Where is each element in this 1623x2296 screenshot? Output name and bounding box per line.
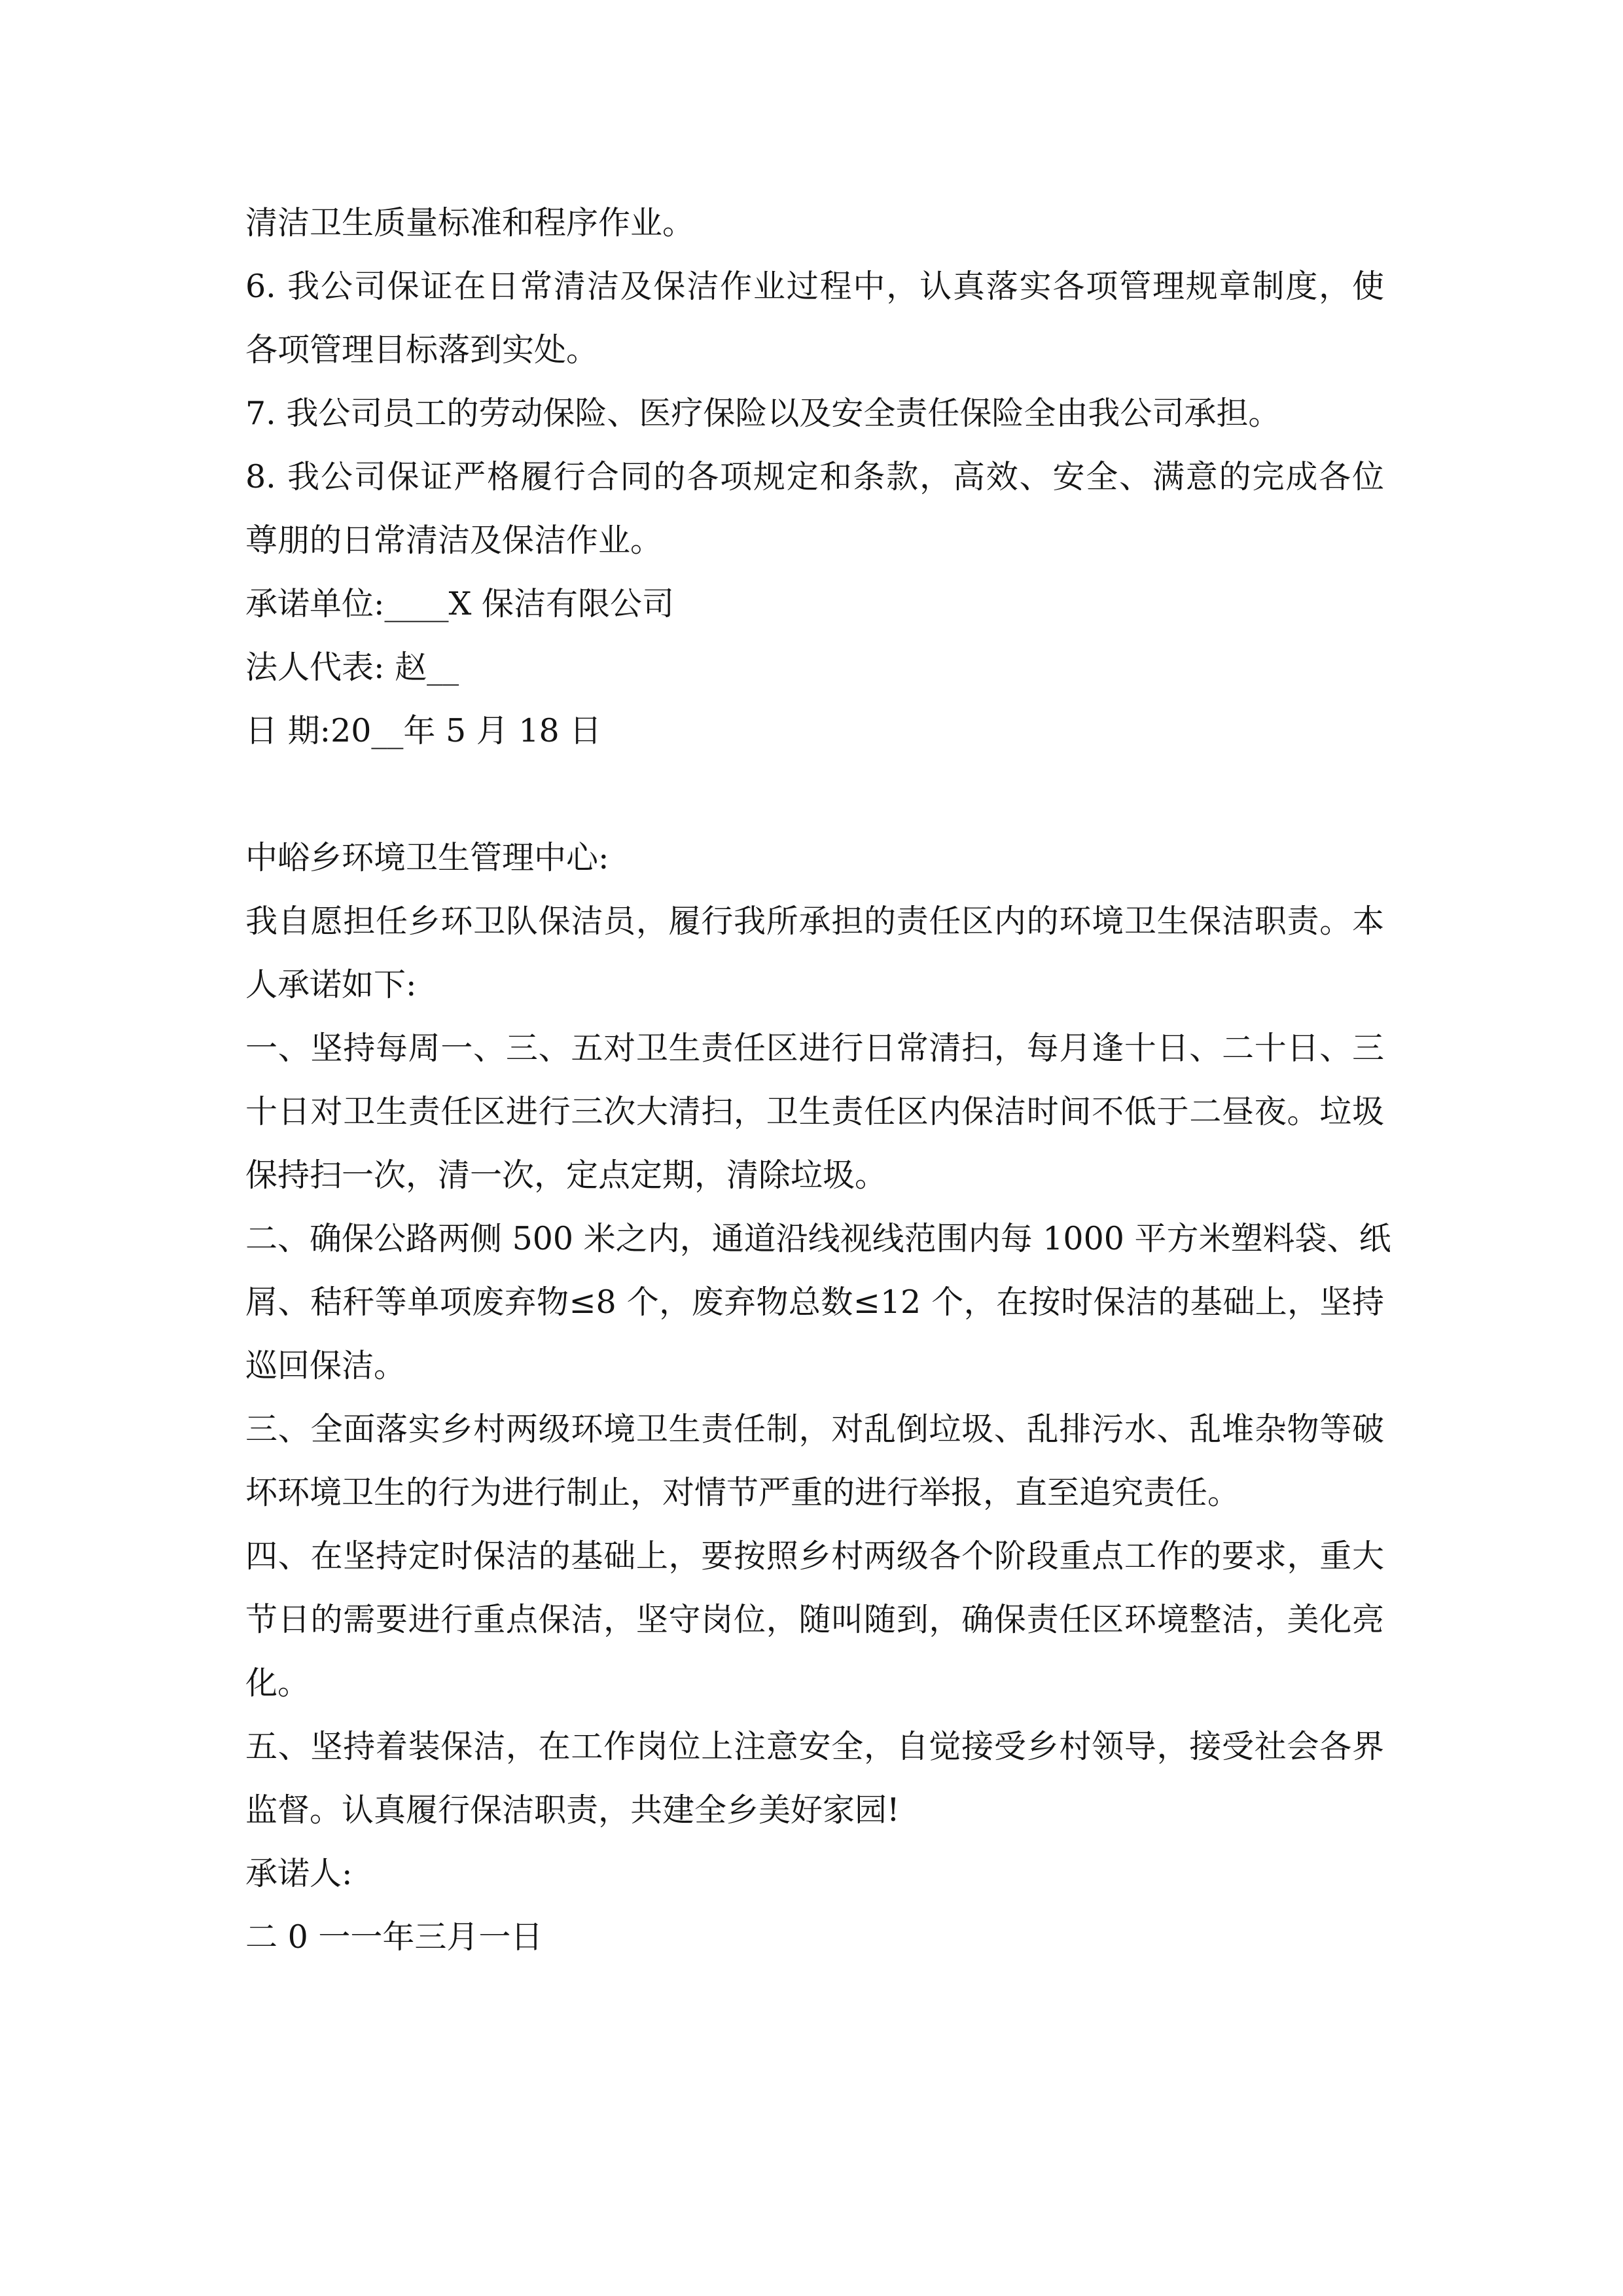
signature-date: 二 0 一一年三月一日: [245, 1918, 543, 1956]
body-line: 五、坚持着装保洁，在工作岗位上注意安全，自觉接受乡村领导，接受社会各界: [245, 1728, 1384, 1765]
body-line: 一、坚持每周一、三、五对卫生责任区进行日常清扫，每月逢十日、二十日、三: [245, 1030, 1384, 1067]
body-line: 各项管理目标落到实处。: [245, 331, 599, 368]
letter-date: 日 期:20__年 5 月 18 日: [245, 712, 602, 749]
body-line: 尊朋的日常清洁及保洁作业。: [245, 522, 663, 559]
body-line: 十日对卫生责任区进行三次大清扫，卫生责任区内保洁时间不低于二昼夜。垃圾: [245, 1093, 1384, 1130]
body-line: 8. 我公司保证严格履行合同的各项规定和条款，高效、安全、满意的完成各位: [245, 458, 1384, 495]
signer: 承诺人:: [245, 1855, 353, 1892]
body-line: 清洁卫生质量标准和程序作业。: [245, 204, 695, 242]
body-line: 三、全面落实乡村两级环境卫生责任制，对乱倒垃圾、乱排污水、乱堆杂物等破: [245, 1410, 1384, 1448]
document-body: [245, 191, 1391, 1969]
body-line: 人承诺如下:: [245, 966, 417, 1003]
body-line: 巡回保洁。: [245, 1347, 406, 1384]
body-line: 6. 我公司保证在日常清洁及保洁作业过程中，认真落实各项管理规章制度，使: [245, 268, 1384, 305]
body-line: 监督。认真履行保洁职责，共建全乡美好家园!: [245, 1791, 900, 1829]
body-line: 屑、秸秆等单项废弃物≤8 个，废弃物总数≤12 个，在按时保洁的基础上，坚持: [245, 1283, 1384, 1321]
legal-representative: 法人代表: 赵__: [245, 649, 459, 686]
body-line: 二、确保公路两侧 500 米之内，通道沿线视线范围内每 1000 平方米塑料袋、纸: [245, 1220, 1391, 1257]
body-line: 化。: [245, 1664, 310, 1702]
section-gap: [245, 762, 1384, 826]
body-line: 节日的需要进行重点保洁，坚守岗位，随叫随到，确保责任区环境整洁，美化亮: [245, 1601, 1384, 1638]
body-line: 7. 我公司员工的劳动保险、医疗保险以及安全责任保险全由我公司承担。: [245, 395, 1281, 432]
body-line: 保持扫一次，清一次，定点定期，清除垃圾。: [245, 1157, 887, 1194]
body-line: 我自愿担任乡环卫队保洁员，履行我所承担的责任区内的环境卫生保洁职责。本: [245, 903, 1384, 940]
addressee: 中峪乡环境卫生管理中心:: [245, 839, 609, 876]
body-line: 四、在坚持定时保洁的基础上，要按照乡村两级各个阶段重点工作的要求，重大: [245, 1537, 1384, 1575]
promisor-unit: 承诺单位:____X 保洁有限公司: [245, 585, 674, 622]
body-line: 坏环境卫生的行为进行制止，对情节严重的进行举报，直至追究责任。: [245, 1474, 1240, 1511]
